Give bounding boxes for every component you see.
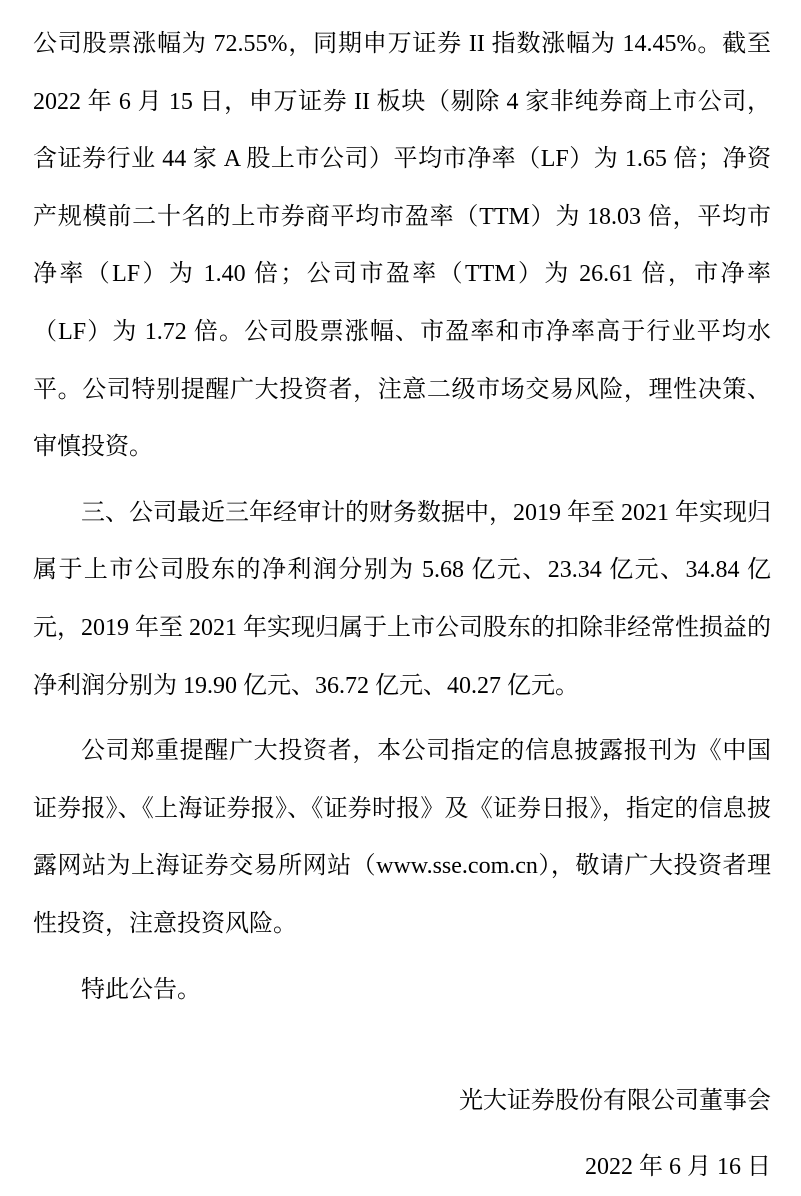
closing-paragraph: 特此公告。 [81, 976, 201, 1003]
signature-line: 光大证券股份有限公司董事会 [459, 1088, 771, 1115]
body-paragraph-stock-performance: 公司股票涨幅为 72.55%，同期申万证券 II 指数涨幅为 14.45%。截至 2022 年 6 月 15 日，申万证券 II 板块（剔除 4 家非纯券商上市公司，含证券行业 44 家 A 股上市公司）平均市净率（LF）为 1.65 倍；净资产规模前二十名的上市券商平均市盈率（TTM）为 18.03 倍，平均市净率（LF）为 1.40 倍；公司市盈率（TTM）为 26.61 倍，市净率（LF）为 1.72 倍。公司股票涨幅、市盈率和市净率高于行业平均水平。公司特别提醒广大投资者，注意二级市场交易风险，理性决策、审慎投资。 [33, 31, 771, 461]
date-line: 2022 年 6 月 16 日 [585, 1153, 771, 1180]
body-paragraph-financial-data: 三、公司最近三年经审计的财务数据中，2019 年至 2021 年实现归属于上市公司股东的净利润分别为 5.68 亿元、23.34 亿元、34.84 亿元，2019 年至 2021 年实现归属于上市公司股东的扣除非经常性损益的净利润分别为 19.90 亿元、36.72 亿元、40.27 亿元。 [33, 499, 771, 699]
body-paragraph-disclosure-notice: 公司郑重提醒广大投资者，本公司指定的信息披露报刊为《中国证券报》、《上海证券报》、《证券时报》及《证券日报》，指定的信息披露网站为上海证券交易所网站（www.sse.com.cn），敬请广大投资者理性投资，注意投资风险。 [33, 738, 771, 937]
